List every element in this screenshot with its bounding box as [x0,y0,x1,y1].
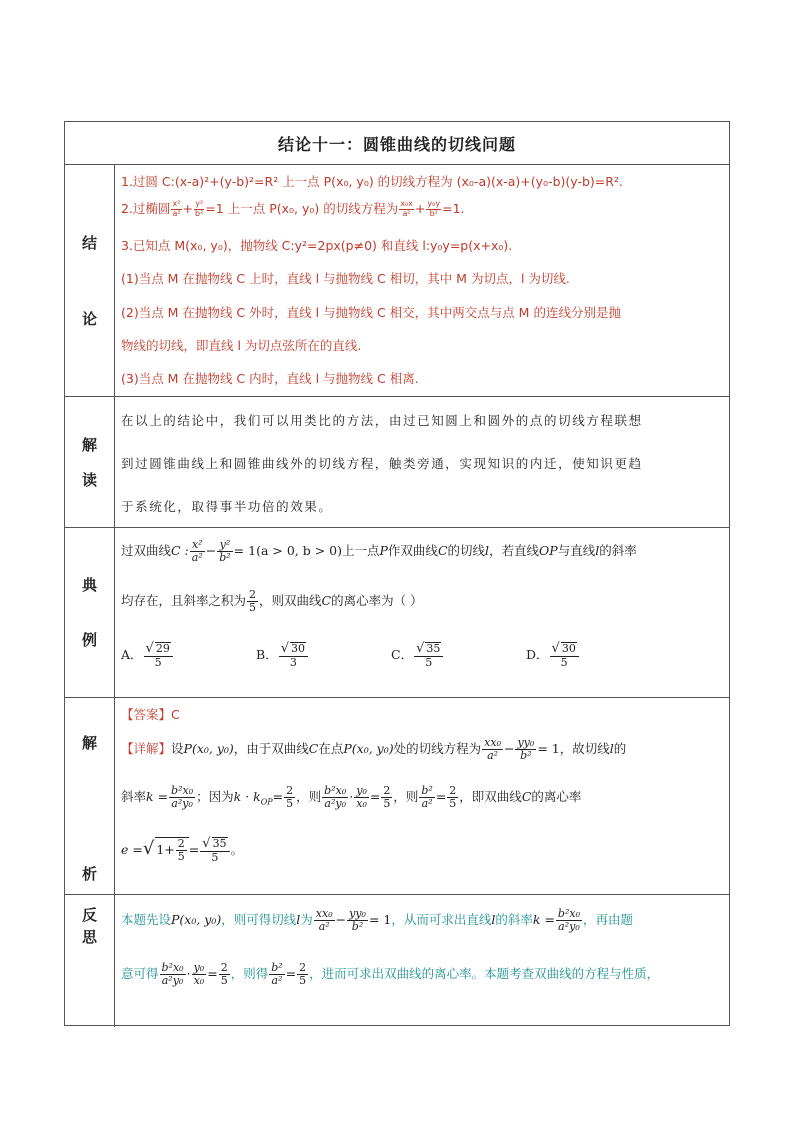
example-line-1: 过双曲线C : $\frac{\text{x²}}{\text{a²}}$ − $\frac{\text{y²}}{\text{b²}}$ = 1(a > 0, b > 0)上一点P作双曲线C的切线l，若直线OP与直线l的斜率 [121,538,637,565]
label-char: 典 [81,576,97,594]
example-content [121,527,723,697]
fraction: $\frac{\text{y₀}}{\text{x₀}}$ [356,784,367,811]
option-d[interactable]: D． $\frac{√ 30}{5}$ [526,642,661,669]
conclusion-line-2: 2.过椭圆 $\frac{\text{x²}}{\text{a²}}$ + $\frac{\text{y²}}{\text{b²}}$ =1 上一点 P(x₀, y₀) 的切线方程为 $\frac{\text{x₀x}}{\text{a²}}$ + $\frac{\text{y₀y}}{\text{b²}}$ =1. [121,199,465,218]
answer-line: 【答案】C [121,707,180,722]
conclusion-line-4: (1)当点 M 在抛物线 C 上时，直线 l 与抛物线 C 相切，其中 M 为切点，l 为切线. [121,271,570,286]
option-a[interactable]: A． $\frac{√ 29}{5}$ [121,642,256,669]
fraction: $\frac{√ 29}{5}$ [144,642,173,669]
page-title: 结论十一：圆锥曲线的切线问题 [65,122,729,165]
conclusion-content [121,164,723,396]
fraction: $\frac{2}{5}$ [299,961,307,988]
conclusion-line-5: (2)当点 M 在抛物线 C 外时，直线 l 与抛物线 C 相交，其中两交点与点 M 的连线分别是抛 [121,305,621,320]
fraction: $\frac{\text{x₀x}}{\text{a²}}$ [400,199,413,218]
fraction: $\frac{\text{y₀}}{\text{x₀}}$ [193,961,205,988]
interpretation-line-1: 在以上的结论中，我们可以用类比的方法，由过已知圆上和圆外的点的切线方程联想 [121,413,643,428]
label-char: 解 [81,436,97,454]
option-b[interactable]: B． $\frac{√ 30}{3}$ [256,642,391,669]
label-char: 例 [81,631,97,649]
fraction: $\frac{2}{5}$ [286,784,294,811]
conclusion-line-3: 3.已知点 M(x₀, y₀)，抛物线 C:y²=2px(p≠0) 和直线 l:y₀y=p(x+x₀). [121,238,513,253]
analysis-line-3: e =√ 1+ $\frac{2}{5}$ = $\frac{√ 35}{5}$ 。 [121,836,244,865]
fraction: $\frac{√ 30}{3}$ [279,642,308,669]
interpretation-row [65,397,729,528]
fraction: $\frac{2}{5}$ [177,837,185,864]
fraction: $\frac{\text{x²}}{\text{a²}}$ [172,199,181,218]
conclusion-line-1: 1.过圆 C:(x-a)²+(y-b)²=R² 上一点 P(x₀, y₀) 的切线方程为 (x₀-a)(x-a)+(y₀-b)(y-b)=R². [121,174,623,189]
label-char: 思 [81,928,97,946]
fraction: $\frac{\text{b²}}{\text{a²}}$ [421,784,433,811]
fraction: $\frac{\text{b²x₀}}{\text{a²y₀}}$ [324,784,347,811]
reflection-content [121,894,723,1027]
conclusion-label [65,164,115,396]
fraction: $\frac{2}{5}$ [383,784,391,811]
label-char: 析 [81,865,97,883]
label-char: 解 [81,734,97,752]
example-row [65,527,729,698]
interpretation-line-2: 到过圆锥曲线上和圆锥曲线外的切线方程，触类旁通，实现知识的内迁，使知识更趋 [121,456,643,471]
fraction: $\frac{\text{xx₀}}{\text{a²}}$ [315,907,333,934]
conclusion-line-6: 物线的切线，即直线 l 为切点弦所在的直线. [121,338,362,353]
fraction: $\frac{\text{b²}}{\text{a²}}$ [271,961,283,988]
interpretation-line-3: 于系统化，取得事半功倍的效果。 [121,499,333,514]
reflection-label [65,894,115,1027]
option-c[interactable]: C． $\frac{√ 35}{5}$ [391,642,526,669]
fraction: $\frac{\text{yy₀}}{\text{b²}}$ [349,907,366,934]
reflection-line-1: 本题先设P(x₀, y₀)，则可得切线l为 $\frac{\text{xx₀}}{\text{a²}}$ − $\frac{\text{yy₀}}{\text{b²}}$ = 1，从而可求出直线l的斜率k = $\frac{\text{b²x₀}}{\text{a²y₀}}$ ，再由题 [121,907,634,934]
example-options [121,642,661,669]
reflection-line-2: 意可得 $\frac{\text{b²x₀}}{\text{a²y₀}}$ · $\frac{\text{y₀}}{\text{x₀}}$ = $\frac{2}{5}$ ，则得 $\frac{\text{b²}}{\text{a²}}$ = $\frac{2}{5}$ ，进而可求出双曲线的离心率。本题考查双曲线的方程与性质， [121,961,660,988]
example-label [65,527,115,697]
reflection-row [65,894,729,1027]
fraction: $\frac{√ 30}{5}$ [550,642,579,669]
label-char: 读 [81,471,97,489]
analysis-content [121,697,723,894]
interpretation-label [65,397,115,527]
fraction: $\frac{\text{yy₀}}{\text{b²}}$ [517,736,535,763]
interpretation-content [121,397,723,527]
analysis-line-2: 斜率k = $\frac{\text{b²x₀}}{\text{a²y₀}}$ ；因为$k \cdot k_{OP}=$ $\frac{2}{5}$ ，则 $\frac{\text{b²x₀}}{\text{a²y₀}}$ · $\frac{\text{y₀}}{\text{x₀}}$ = $\frac{2}{5}$ ，则 $\frac{\text{b²}}{\text{a²}}$ = $\frac{2}{5}$ ，即双曲线C的离心率 [121,784,582,811]
label-char: 结 [81,233,97,252]
fraction: $\frac{\text{y²}}{\text{b²}}$ [219,538,231,565]
example-line-2: 均存在，且斜率之积为 $\frac{2}{5}$ ，则双曲线C的离心率为（ ） [121,588,423,615]
conclusion-text: =1. [442,200,465,216]
analysis-label [65,697,115,894]
conclusion-row [65,164,729,397]
analysis-row [65,697,729,895]
fraction: $\frac{√ 35}{5}$ [414,642,443,669]
fraction: $\frac{2}{5}$ [249,588,257,615]
label-char: 论 [81,309,97,328]
fraction: $\frac{\text{y²}}{\text{b²}}$ [195,199,204,218]
fraction: $\frac{\text{xx₀}}{\text{a²}}$ [484,736,501,763]
fraction: $\frac{\text{y₀y}}{\text{b²}}$ [427,199,441,218]
conclusion-line-7: (3)当点 M 在抛物线 C 内时，直线 l 与抛物线 C 相离. [121,371,419,386]
conclusion-text: 2.过椭圆 [121,200,171,216]
analysis-line-1: 【详解】设P(x₀, y₀)，由于双曲线C在点P(x₀, y₀)处的切线方程为 $\frac{\text{xx₀}}{\text{a²}}$ − $\frac{\text{yy₀}}{\text{b²}}$ = 1，故切线l的 [121,736,627,763]
fraction: $\frac{\text{b²x₀}}{\text{a²y₀}}$ [161,961,184,988]
conclusion-text: =1 上一点 P(x₀, y₀) 的切线方程为 [205,200,399,216]
label-char: 反 [81,906,97,924]
fraction: $\frac{\text{b²x₀}}{\text{a²y₀}}$ [557,907,580,934]
fraction: $\frac{2}{5}$ [449,784,457,811]
fraction: $\frac{\text{x²}}{\text{a²}}$ [191,538,203,565]
fraction: $\frac{2}{5}$ [220,961,228,988]
document-table [64,121,730,1026]
fraction: $\frac{\text{b²x₀}}{\text{a²y₀}}$ [171,784,194,811]
fraction: $\frac{√ 35}{5}$ [200,837,229,864]
